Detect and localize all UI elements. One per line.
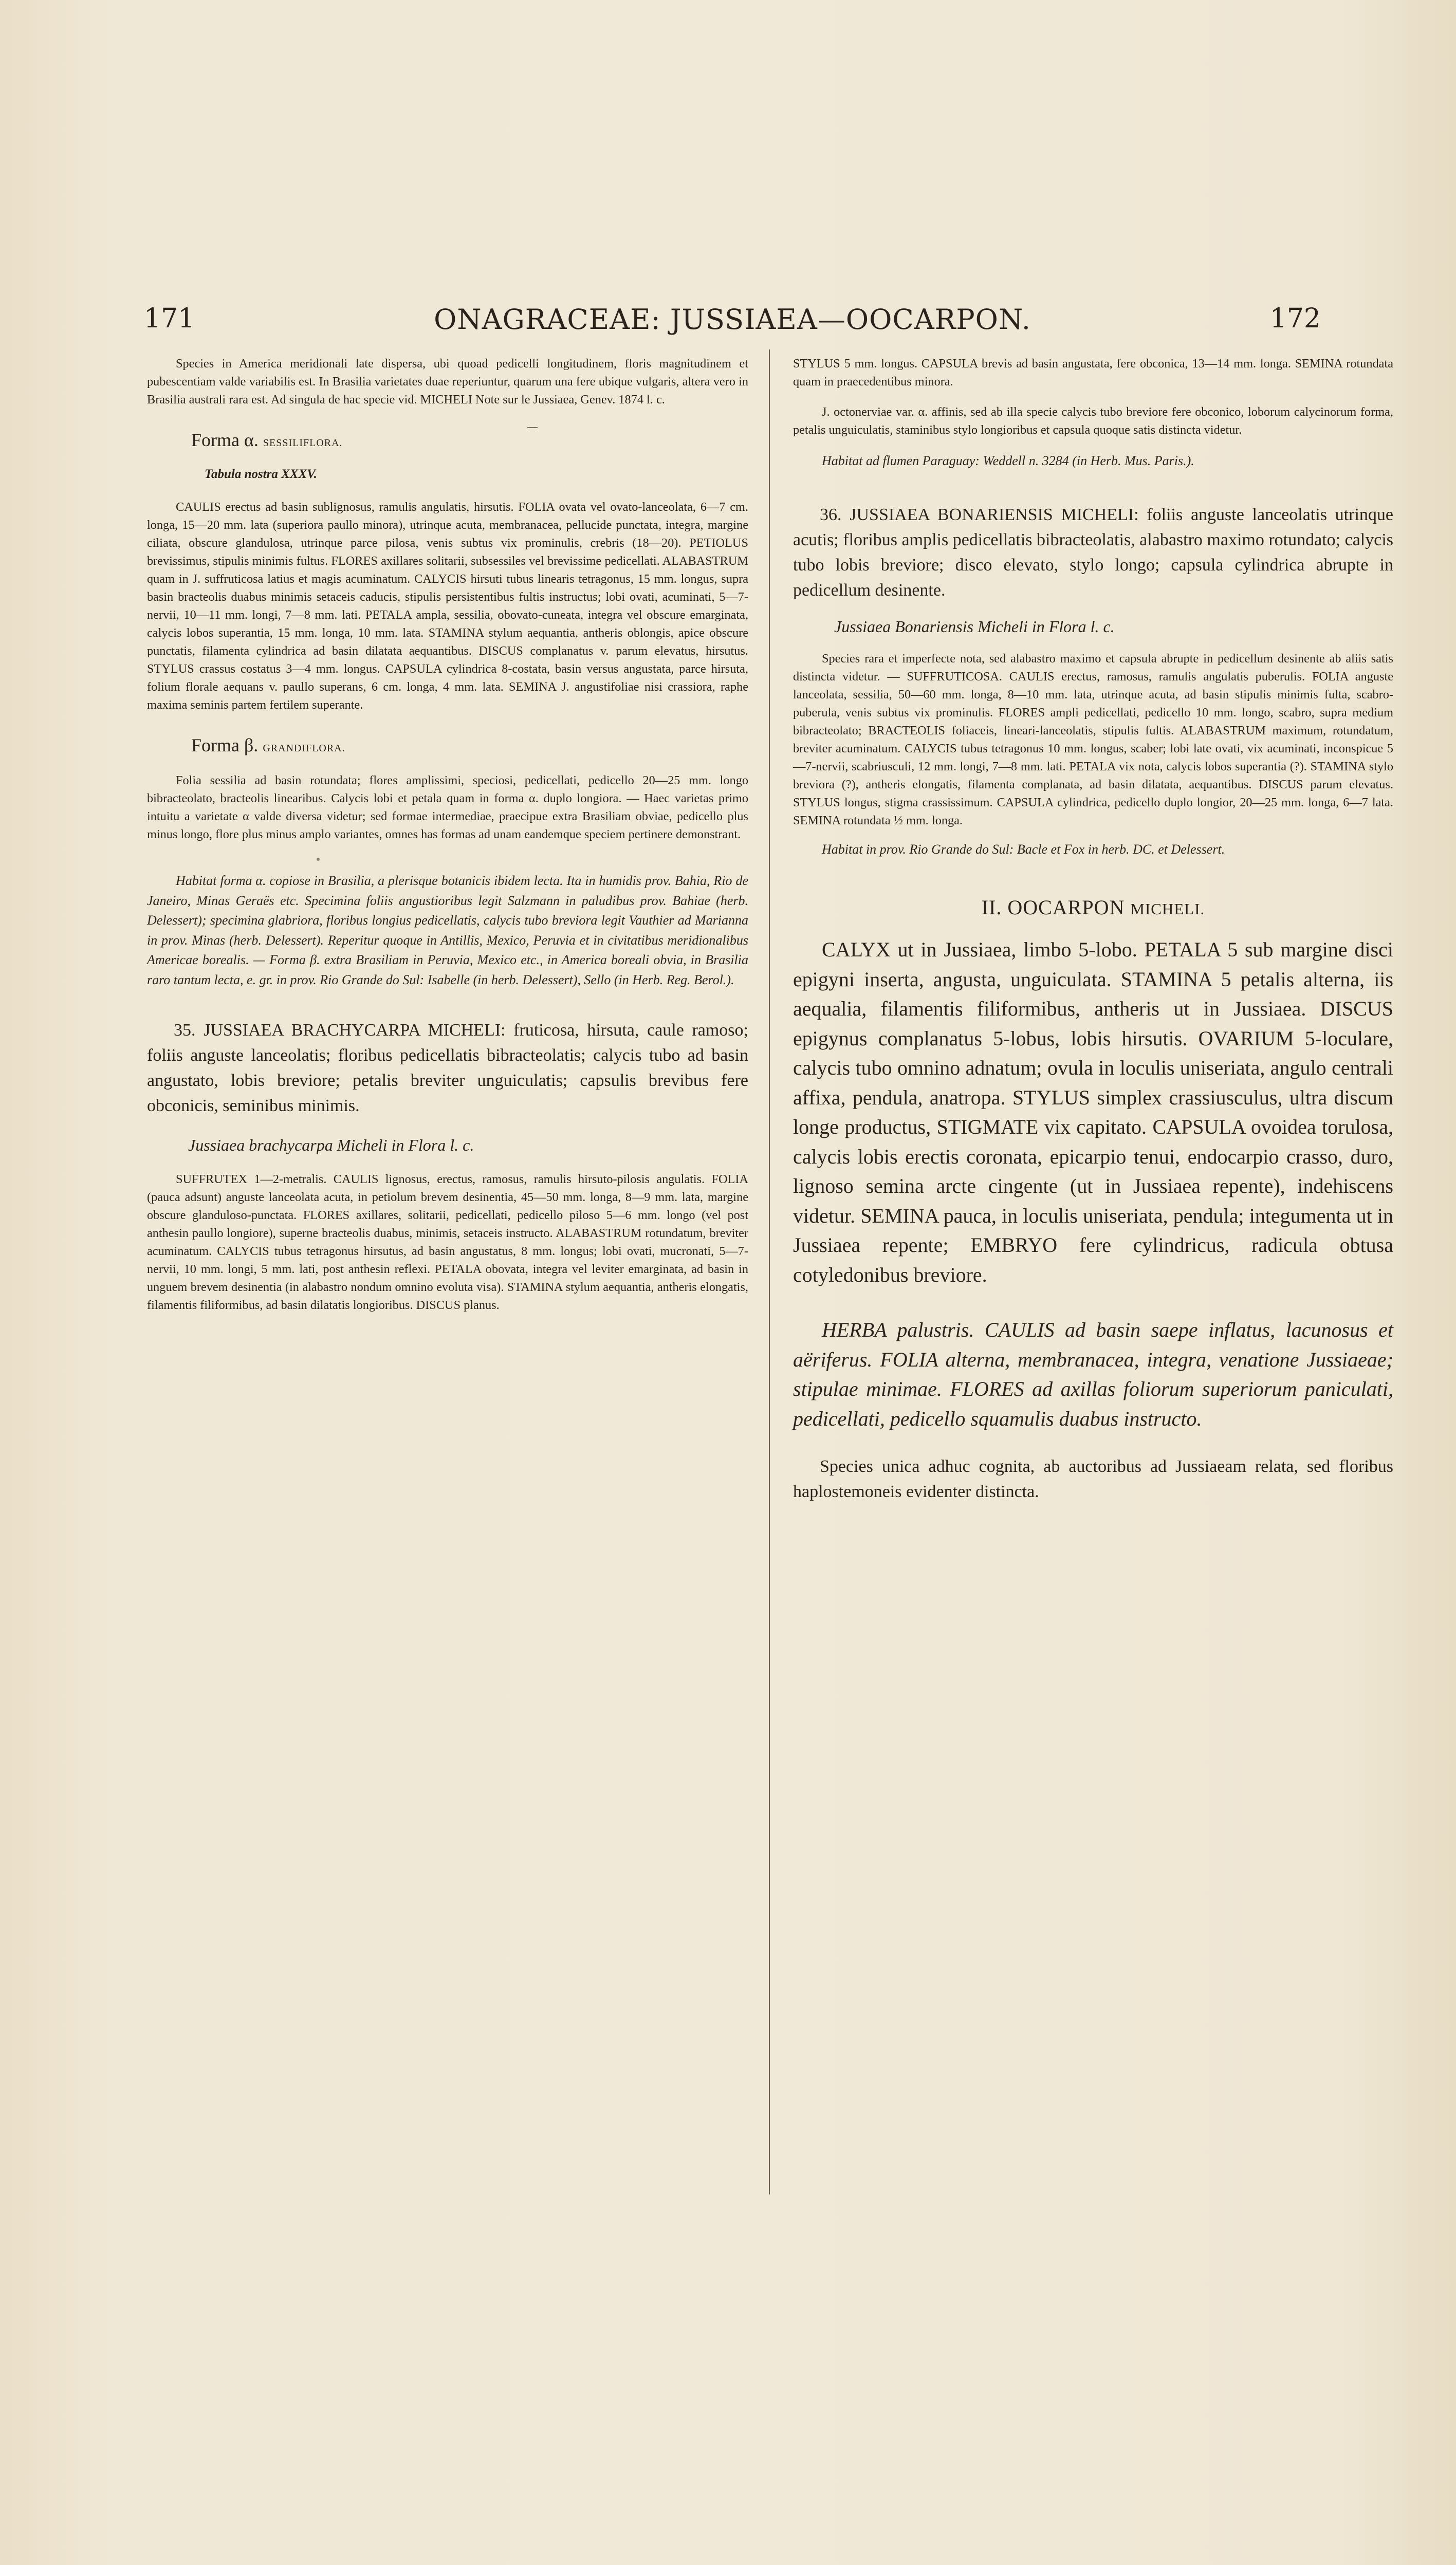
species-36-diagnosis: 36. JUSSIAEA BONARIENSIS MICHELI: foliis anguste lanceolatis utrinque acutis; floribus amplis pedicellatis bibracteolatis, alabastro maximo rotundato; calycis tubo lobis breviore; disco elevato, stylo longo; capsula cylindrica abrupte in pedicellum desinente.	[793, 505, 1393, 600]
octonerviae-note: J. octonerviae var. α. affinis, sed ab illa specie calycis tubo breviore fere obconico, loborum calycinorum forma, petalis unguiculatis, staminibus stylo longioribus et capsula quoque satis distincta videtur.	[793, 405, 1393, 437]
forma-alpha-name: SESSILIFLORA.	[263, 437, 343, 449]
page-number-left: 171	[144, 303, 195, 334]
habitat-paraguay: Habitat ad flumen Paraguay: Weddell n. 3284 (in Herb. Mus. Paris.).	[822, 453, 1194, 468]
running-title: ONAGRACEAE: JUSSIAEA—OOCARPON.	[434, 303, 1031, 336]
genus-author: MICHELI.	[1130, 900, 1205, 918]
right-column	[793, 355, 1393, 1504]
species-35-description: SUFFRUTEX 1—2-metralis. CAULIS lignosus, erectus, ramosus, ramulis hirsuto-pilosis angulatis. FOLIA (pauca adsunt) anguste lanceolata acuta, in petiolum brevem desinentia, 45—50 mm. longa, 8—9 mm. lata, margine obscure glanduloso-punctata. FLORES axillares, solitarii, pedicellati, pedicello piloso 5—6 mm. longo (vel post anthesin paullo longiore), superne bracteolis duabus, minimis, setaceis instructo. ALABASTRUM rotundatum, breviter acuminatum. CALYCIS tubus tetragonus hirsutus, ad basin angustatus, 8 mm. longus; lobi ovati, mucronati, 5—7-nervii, 10 mm. longi, 5 mm. lati, post anthesin reflexi. PETALA obovata, integra vel leviter emarginata, ad basin in unguem brevem desinentia (in alabastro nondum omnino evoluta visa). STAMINA stylum aequantia, antheris elongatis, filamentis filiformibus, ad basin dilatatis longioribus. DISCUS planus.	[147, 1172, 748, 1312]
species-36-description: Species rara et imperfecte nota, sed alabastro maximo et capsula abrupte in pedicellum desinente ab aliis satis distincta videtur. — SUFFRUTICOSA. CAULIS erectus, ramosus, ramulis angulatis puberulis. FOLIA anguste lanceolata, sessilia, 50—60 mm. longa, 8—10 mm. lata, utrinque acuta, ad basin stipulis minimis fulta, scabro-puberula, venis subtus vix prominulis. FLORES ampli pedicellati, pedicello 10 mm. longo, scabro, supra medium bibracteolato; BRACTEOLIS foliaceis, lineari-lanceolatis, stipulis fultis. ALABASTRUM maximum, rotundatum, breviter acuminatum. CALYCIS tubus tetragonus 10 mm. longus, scaber; lobi late ovati, vix acuminati, inconspicue 5—7-nervii, scabriusculi, 12 mm. longi, 7—8 mm. lati. PETALA vix nota, calycis lobos superantia (?). STAMINA stylo breviora (?), antheris elongatis, filamenta complanata, ad basin dilatata, aequantibus. DISCUS parum elevatus. STYLUS longus, stigma crassissimum. CAPSULA cylindrica, pedicello duplo longior, 20—25 mm. longa, 6—7 lata. SEMINA rotundata ½ mm. longa.	[793, 651, 1393, 827]
intro-paragraph: Species in America meridionali late dispersa, ubi quoad pedicelli longitudinem, floris magnitudinem et pubescentiam valde variabilis est. In Brasilia varietates duae reperiuntur, quarum una fere ubique vulgaris, altera vero in Brasilia australi rara est. Ad singula de hac specie vid. MICHELI Note sur le Jussiaea, Genev. 1874 l. c.	[147, 357, 748, 407]
oocarpon-description: CALYX ut in Jussiaea, limbo 5-lobo. PETALA 5 sub margine disci epigyni inserta, angusta, unguiculata. STAMINA 5 petalis alterna, iis aequalia, filamentis filiformibus, antheris ut in Jussiaea. DISCUS epigynus complanatus 5-lobus, lobis hirsutis. OVARIUM 5-loculare, calycis tubo omnino adnatum; ovula in loculis uniseriata, angulo centrali affixa, pendula, anatropa. STYLUS simplex crassiusculus, ultra discum longe productus, STIGMATE vix capitato. CAPSULA ovoidea torulosa, calycis lobis erectis coronata, epicarpio tenui, endocarpio crasso, duro, lignoso semina arcte cingente (ut in Jussiaea repente), indehiscens videtur. SEMINA pauca, in loculis uniseriata, pendula; integumenta ut in Jussiaea repente; EMBRYO fere cylindricus, radicula obtusa cotyledonibus breviore.	[793, 938, 1393, 1286]
divider-dash	[527, 427, 538, 428]
continuation-paragraph: STYLUS 5 mm. longus. CAPSULA brevis ad basin angustata, fere obconica, 13—14 mm. longa. SEMINA rotundata quam in praecedentibus minora.	[793, 357, 1393, 389]
forma-alpha-description: CAULIS erectus ad basin sublignosus, ramulis angulatis, hirsutis. FOLIA ovata vel ovato-lanceolata, 6—7 cm. longa, 15—20 mm. lata (superiora paullo minora), utrinque acuta, membranacea, pellucide punctata, integra, margine ciliata, obscure glandulosa, utrinque parce pilosa, venis subtus vix prominulis, crebris (18—20). PETIOLUS brevissimus, stipulis minimis fultus. FLORES axillares solitarii, subsessiles vel brevissime pedicellati. ALABASTRUM quam in J. suffruticosa latius et magis acuminatum. CALYCIS hirsuti tubus linearis tetragonus, 15 mm. longus, supra basin bracteolis duabus minimis setaceis caducis, stipulis persistentibus fultis instructus; lobi ovati, acuminati, 5—7-nervii, 10—11 mm. longi, 7—8 mm. lati. PETALA ampla, sessilia, obovato-cuneata, integra vel obscure emarginata, calycis lobos superantia, 15 mm. longa, 10 mm. lata. STAMINA stylum aequantia, antheris oblongis, apice obscure punctatis, filamenta cylindrica ad basin dilatata aequantibus. DISCUS complanatus v. parum elevatus, hirsutus. STYLUS crassus costatus 3—4 mm. longus. CAPSULA cylindrica 8-costata, basin versus angustata, parce hirsuta, folium florale aequans v. paullo superans, 6 cm. longa, 4 mm. lata. SEMINA J. angustifoliae nisi crassiora, raphe maxima seminis partem fertilem superante.	[147, 500, 748, 712]
species-35-diagnosis: 35. JUSSIAEA BRACHYCARPA MICHELI: fruticosa, hirsuta, caule ramoso; foliis anguste lanceolatis; floribus pedicellatis bibracteolatis; calycis tubo ad basin angustato, lobis breviore; petalis breviter unguiculatis; capsulis brevibus fere obconicis, seminibus minimis.	[147, 1021, 748, 1115]
genus-heading	[793, 895, 1393, 919]
species-35-synonym: Jussiaea brachycarpa Micheli in Flora l. c.	[188, 1136, 474, 1154]
forma-alpha-label: Forma α.	[191, 430, 259, 450]
page-number-right: 172	[1269, 303, 1321, 334]
species-36-synonym: Jussiaea Bonariensis Micheli in Flora l. c.	[834, 617, 1115, 636]
final-remark: Species unica adhuc cognita, ab auctoribus ad Jussiaeam relata, sed floribus haplostemoneis evidenter distincta.	[793, 1457, 1393, 1501]
forma-beta-heading	[191, 734, 748, 756]
forma-alpha-heading	[191, 429, 748, 451]
herba-paragraph: HERBA palustris. CAULIS ad basin saepe inflatus, lacunosus et aëriferus. FOLIA alterna, membranacea, integra, venatione Jussiaeae; stipulae minimae. FLORES ad axillas foliorum superiorum paniculati, pedicellati, pedicello squamulis duabus instructo.	[793, 1318, 1393, 1430]
habitat-paragraph: Habitat forma α. copiose in Brasilia, a plerisque botanicis ibidem lecta. Ita in humidis prov. Bahia, Rio de Janeiro, Minas Geraës etc. Specimina foliis angustioribus legit Salzmann in paludibus prov. Bahiae (herb. Delessert); specimina glabriora, floribus longius pedicellatis, calycis tubo breviora legit Vauthier ad Marianna in prov. Minas (herb. Delessert). Reperitur quoque in Antillis, Mexico, Peruvia et in civitatibus meridionalibus Americae borealis. — Forma β. extra Brasiliam in Peruvia, Mexico etc., in America boreali obvia, in Brasilia raro tantum lecta, e. gr. in prov. Rio Grande do Sul: Isabelle (in herb. Delessert), Sello (in Herb. Reg. Berol.).	[147, 873, 748, 987]
left-column	[147, 355, 748, 1314]
column-divider	[769, 349, 770, 2194]
tabula-reference: Tabula nostra XXXV.	[205, 467, 317, 481]
forma-beta-name: GRANDIFLORA.	[263, 743, 345, 754]
forma-beta-label: Forma β.	[191, 735, 259, 755]
forma-beta-description: Folia sessilia ad basin rotundata; flores amplissimi, speciosi, pedicellati, pedicello 20—25 mm. longo bibracteolato, bracteolis linearibus. Calycis lobi et petala quam in forma α. duplo longiora. — Haec varietas primo intuitu a varietate α valde diversa videtur; sed formae intermediae, praecipue extra Brasiliam obviae, pedicello plus minus longo, flore plus minus amplo variantes, omnes has formas ad unam eandemque speciem pertinere demonstrant.	[147, 773, 748, 841]
running-header	[144, 303, 1321, 349]
habitat-rio-grande: Habitat in prov. Rio Grande do Sul: Bacle et Fox in herb. DC. et Delessert.	[822, 841, 1225, 857]
genus-title: II. OOCARPON	[981, 896, 1125, 919]
